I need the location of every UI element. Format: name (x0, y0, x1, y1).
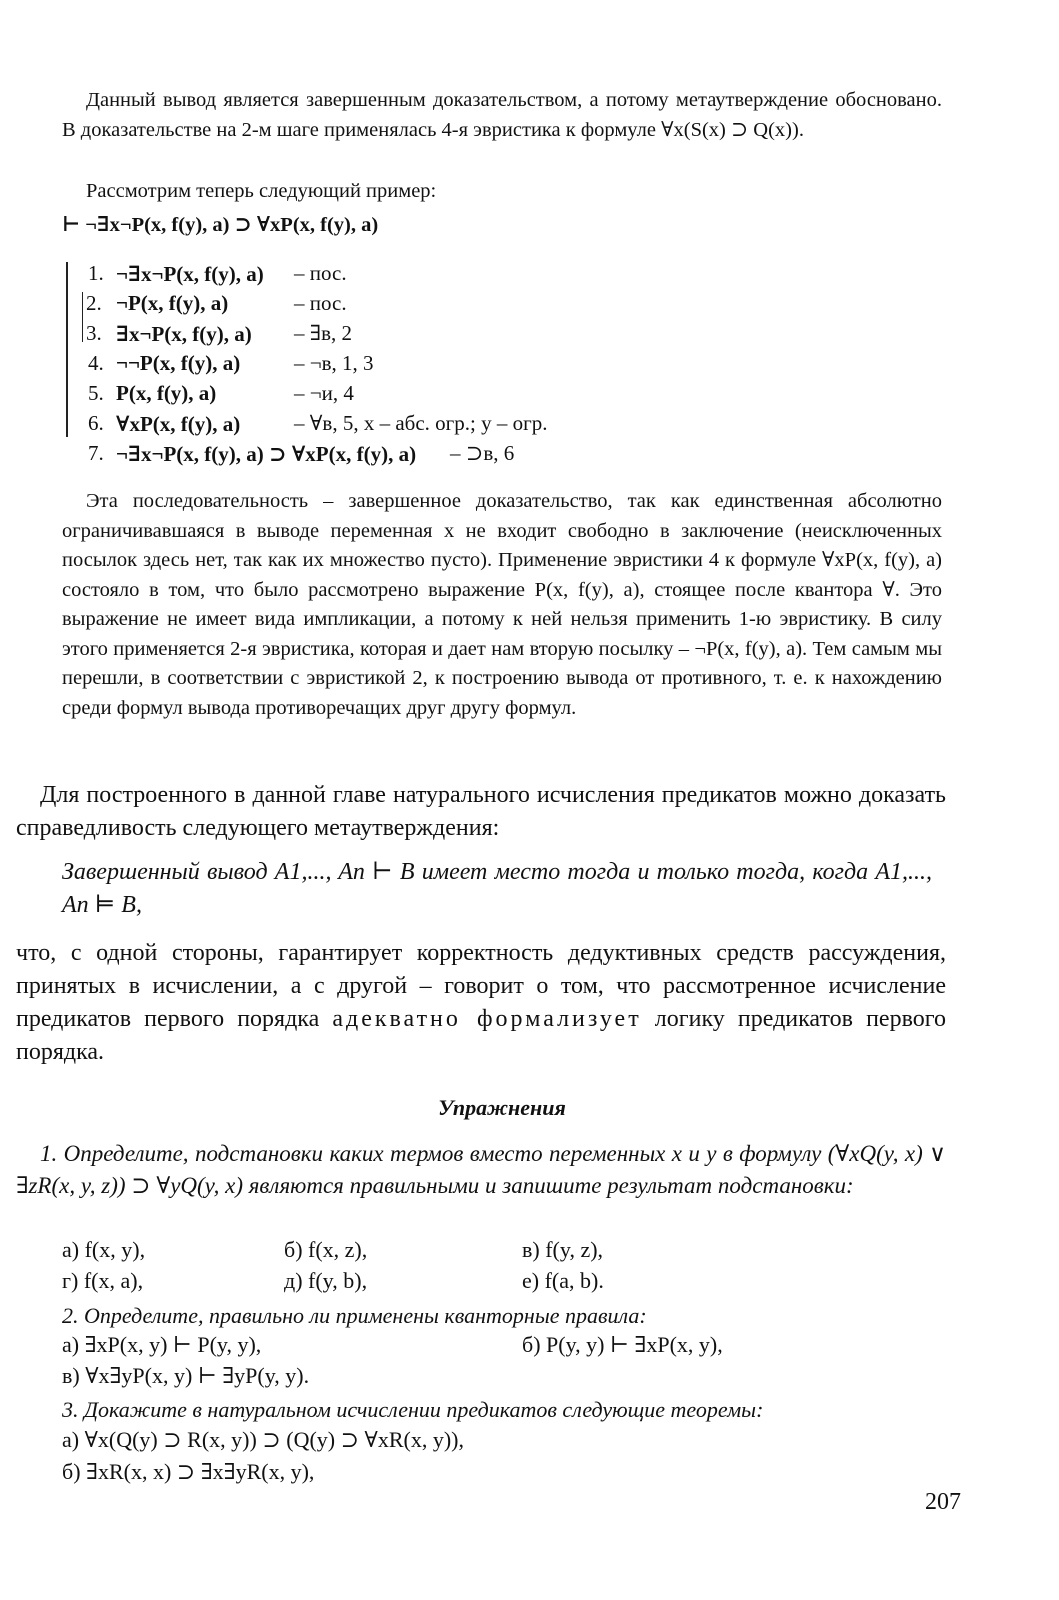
proof-line-formula: ∃x¬P(x, f(y), a) (116, 322, 252, 346)
proof-line-formula: P(x, f(y), a) (116, 381, 217, 405)
page-number: 207 (925, 1489, 961, 1515)
exercise-2: 2. Определите, правильно ли применены кванторные правила: (62, 1303, 647, 1328)
exercise-1-option: г) f(x, a), (62, 1268, 144, 1293)
proof-line-justification: – ¬в, 1, 3 (294, 351, 374, 375)
example-lead: Рассмотрим теперь следующий пример: (86, 180, 437, 202)
proof-line-number: 5. (88, 381, 104, 405)
exercise-3-option: а) ∀x(Q(y) ⊃ R(x, y)) ⊃ (Q(y) ⊃ ∀xR(x, y)), (62, 1427, 464, 1452)
proof-line-formula: ¬∃x¬P(x, f(y), a) (116, 262, 264, 286)
proof-inner-bar (82, 292, 83, 342)
proof-line-justification: – ∃в, 2 (294, 321, 353, 345)
follow-emphasis: адекватно формализует (332, 1006, 642, 1032)
proof-line-formula: ¬P(x, f(y), a) (116, 291, 229, 315)
proof-line-formula: ¬¬P(x, f(y), a) (116, 351, 241, 375)
follow-text-end: логику предикатов первого порядка. (16, 1006, 946, 1065)
exercise-1-option: в) f(y, z), (522, 1237, 604, 1262)
exercises-heading: Упражнения (438, 1095, 566, 1120)
exercise-1-option: д) f(y, b), (284, 1268, 368, 1293)
goal-formula: ⊢ ¬∃x¬P(x, f(y), a) ⊃ ∀xP(x, f(y), a) (62, 214, 379, 236)
proof-line-justification: – ¬и, 4 (294, 381, 354, 405)
proof-line-formula: ∀xP(x, f(y), a) (116, 412, 241, 436)
explanation-paragraph: Эта последовательность – завершенное доказательство, так как единственная абсолютно ограничивавшаяся в выводе переменная x не входит свободно в заключение (неисключенных посылок здесь нет, так как их множество пусто). Применение эвристики 4 к формуле ∀xP(x, f(y), a) состояло в том, что было рассмотрено выражение P(x, f(y), a), стоящее после квантора ∀. Это выражение не имеет вида импликации, а потому к ней нельзя применить 1-ю эвристику. В силу этого применяется 2-я эвристика, которая и дает нам вторую посылку – ¬P(x, f(y), a). Тем самым мы перешли, в соответствии с эвристикой 2, к построению вывода от противного, т. е. к нахождению среди формул вывода противоречащих друг другу формул. (62, 490, 942, 719)
metastatement-follow (16, 937, 946, 1069)
proof-line-number: 4. (88, 351, 104, 375)
metastatement: Завершенный вывод A1,..., An ⊢ B имеет место тогда и только тогда, когда A1,..., An ⊨ B, (62, 859, 932, 918)
proof-line-number: 6. (88, 411, 104, 435)
exercise-3: 3. Докажите в натуральном исчислении предикатов следующие теоремы: (62, 1397, 764, 1422)
exercise-2-option: б) P(y, y) ⊢ ∃xP(x, y), (522, 1332, 723, 1357)
exercise-1-option: е) f(a, b). (522, 1268, 604, 1293)
proof-line-justification: – ⊃в, 6 (450, 441, 515, 465)
proof-line-formula: ¬∃x¬P(x, f(y), a) ⊃ ∀xP(x, f(y), a) (116, 442, 417, 466)
proof-line-justification: – пос. (294, 261, 347, 285)
exercise-3-option: б) ∃xR(x, x) ⊃ ∃x∃yR(x, y), (62, 1459, 315, 1484)
exercise-2-option: в) ∀x∃yP(x, y) ⊢ ∃yP(y, y). (62, 1363, 310, 1388)
proof-line-number: 1. (88, 261, 104, 285)
metastatement-lead: Для построенного в данной главе натурального исчисления предикатов можно доказать справедливость следующего метаутверждения: (16, 782, 946, 841)
exercise-1-option: а) f(x, y), (62, 1237, 146, 1262)
proof-outer-bar (66, 262, 68, 437)
intro-paragraph: Данный вывод является завершенным доказательством, а потому метаутверждение обосновано. В доказательстве на 2-м шаге применялась 4-я эвристика к формуле ∀x(S(x) ⊃ Q(x)). (62, 89, 942, 141)
proof-line-justification: – ∀в, 5, x – абс. огр.; y – огр. (294, 411, 548, 435)
exercise-1-option: б) f(x, z), (284, 1237, 368, 1262)
proof-line-number: 2. (86, 291, 102, 315)
proof-line-justification: – пос. (294, 291, 347, 315)
proof-line-number: 3. (86, 321, 102, 345)
proof-line-number: 7. (88, 441, 104, 465)
follow-text: что, с одной стороны, гарантирует корректность дедуктивных средств рассуждения, принятых в исчислении, а с другой – говорит о том, что рассмотренное исчисление предикатов первого порядка (16, 940, 946, 1032)
exercise-1: 1. Определите, подстановки каких термов вместо переменных x и y в формулу (∀xQ(y, x) ∨ ∃zR(x, y, z)) ⊃ ∀yQ(y, x) являются правильными и запишите результат подстановки: (16, 1141, 946, 1198)
exercise-2-option: а) ∃xP(x, y) ⊢ P(y, y), (62, 1332, 262, 1357)
